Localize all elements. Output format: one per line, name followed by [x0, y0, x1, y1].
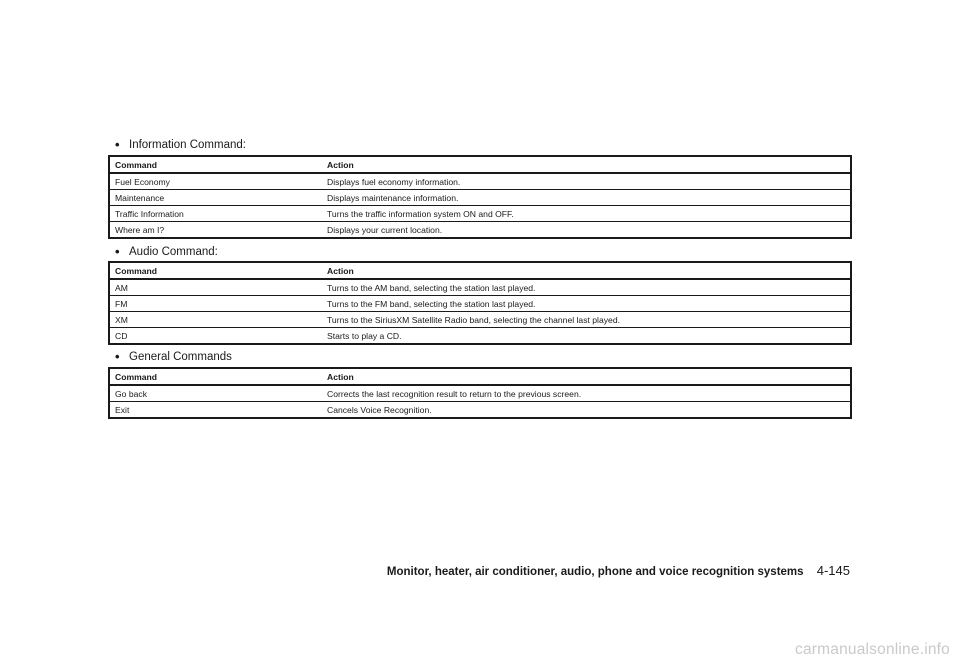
- bullet-icon: •: [115, 244, 120, 259]
- table-row: [109, 402, 851, 419]
- general-commands-section: [108, 349, 850, 415]
- audio-command-table: [108, 261, 852, 345]
- table-header-row: [109, 262, 851, 279]
- column-header-action: Action: [322, 368, 851, 385]
- column-header-action: Action: [322, 156, 851, 173]
- column-header-action: Action: [322, 262, 851, 279]
- command-cell: Traffic Information: [109, 206, 322, 222]
- column-header-command: Command: [109, 156, 322, 173]
- command-cell: AM: [115, 282, 128, 293]
- action-cell: Turns to the FM band, selecting the station last played.: [322, 296, 851, 312]
- command-cell: Where am I?: [109, 222, 322, 239]
- section-heading: [108, 349, 850, 365]
- command-cell: Maintenance: [109, 190, 322, 206]
- table-row: [109, 190, 851, 206]
- table-row: [109, 296, 851, 312]
- action-cell: Displays maintenance information.: [322, 190, 851, 206]
- information-command-section: [108, 137, 850, 235]
- action-cell: Turns to the AM band, selecting the station last played.: [327, 282, 536, 293]
- section-heading: [108, 244, 850, 260]
- table-row: [109, 328, 851, 345]
- action-cell: Turns to the SiriusXM Satellite Radio band, selecting the channel last played.: [322, 312, 851, 328]
- chapter-title: Monitor, heater, air conditioner, audio, phone and voice recognition systems: [386, 566, 804, 578]
- bullet-icon: •: [115, 137, 120, 152]
- watermark: carmanualsonline.info: [795, 641, 950, 658]
- section-heading: [108, 137, 850, 153]
- command-cell: FM: [109, 296, 322, 312]
- command-cell: XM: [109, 312, 322, 328]
- table-header-row: [109, 156, 851, 173]
- command-cell: Exit: [109, 402, 322, 419]
- table-header-row: [109, 368, 851, 385]
- command-cell: CD: [109, 328, 322, 345]
- command-cell: Go back: [115, 388, 148, 399]
- audio-command-section: [108, 244, 850, 341]
- table-row: [109, 312, 851, 328]
- page-footer: [387, 563, 850, 580]
- table-row: [109, 206, 851, 222]
- action-cell: Displays fuel economy information.: [327, 176, 461, 187]
- action-cell: Displays your current location.: [322, 222, 851, 239]
- information-command-table: [108, 155, 852, 239]
- table-row: [109, 173, 851, 190]
- column-header-command: Command: [109, 262, 322, 279]
- section-heading-text: General Commands: [129, 351, 232, 363]
- bullet-icon: •: [115, 349, 120, 364]
- table-row: [109, 385, 851, 402]
- action-cell: Cancels Voice Recognition.: [322, 402, 851, 419]
- action-cell: Corrects the last recognition result to return to the previous screen.: [327, 388, 582, 399]
- general-commands-table: [108, 367, 852, 419]
- page-number: 4-145: [816, 563, 850, 578]
- table-row: [109, 222, 851, 239]
- action-cell: Turns the traffic information system ON and OFF.: [322, 206, 851, 222]
- table-row: [109, 279, 851, 296]
- action-cell: Starts to play a CD.: [322, 328, 851, 345]
- column-header-command: Command: [109, 368, 322, 385]
- section-heading-text: Audio Command:: [129, 246, 218, 258]
- section-heading-text: Information Command:: [129, 139, 246, 151]
- command-cell: Fuel Economy: [115, 176, 170, 187]
